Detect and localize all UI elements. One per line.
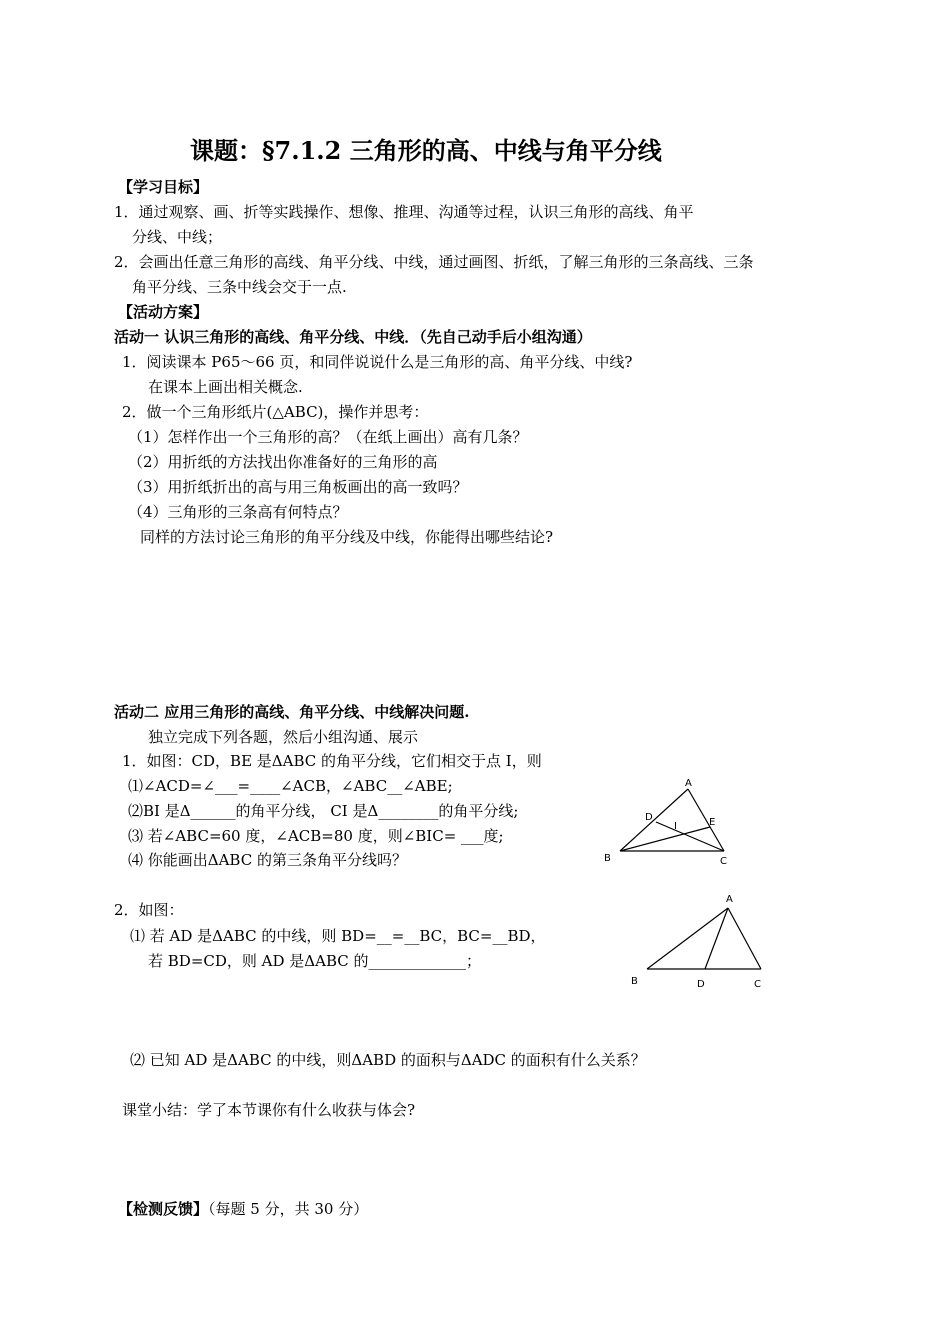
label-A: A <box>685 778 692 789</box>
activity1-q2-1: （1）怎样作出一个三角形的高？（在纸上画出）高有几条？ <box>128 428 528 446</box>
goal-1-cont: 分线、中线； <box>132 228 223 246</box>
label-C: C <box>720 856 727 867</box>
plan-heading: 【活动方案】 <box>118 303 209 321</box>
label-A: A <box>726 894 733 905</box>
page-title: 课题：§7.1.2 三角形的高、中线与角平分线 <box>190 136 662 165</box>
activity1-q2-3: （3）用折纸折出的高与用三角板画出的高一致吗？ <box>128 478 468 496</box>
problem1-part1: ⑴∠ACD=∠___=____∠ACB，∠ABC__∠ABE; <box>128 777 453 795</box>
feedback-heading: 【检测反馈】 <box>118 1200 209 1218</box>
label-E: E <box>709 817 716 828</box>
goal-1: 1．通过观察、画、折等实践操作、想像、推理、沟通等过程，认识三角形的高线、角平 <box>114 203 694 221</box>
activity1-heading: 活动一 认识三角形的高线、角平分线、中线．（先自己动手后小组沟通） <box>114 328 592 346</box>
activity1-q2-5: 同样的方法讨论三角形的角平分线及中线，你能得出哪些结论? <box>140 528 554 546</box>
label-C: C <box>754 979 761 990</box>
problem2-part2: ⑵ 已知 AD 是ΔABC 的中线，则ΔABD 的面积与ΔADC 的面积有什么关系？ <box>130 1051 646 1069</box>
problem1-part3: ⑶ 若∠ABC=60 度，∠ACB=80 度，则∠BIC= ___度; <box>128 827 504 845</box>
feedback-line <box>118 1199 368 1219</box>
label-D: D <box>645 812 653 823</box>
goal-2-cont: 角平分线、三条中线会交于一点. <box>132 278 347 296</box>
label-D: D <box>697 979 705 990</box>
goals-heading: 【学习目标】 <box>118 178 209 196</box>
class-summary: 课堂小结：学了本节课你有什么收获与体会? <box>122 1101 416 1119</box>
segment-AC <box>728 908 761 969</box>
activity1-q1-cont: 在课本上画出相关概念. <box>148 378 303 396</box>
problem2: 2．如图： <box>114 901 184 919</box>
activity1-q2-4: （4）三角形的三条高有何特点？ <box>128 503 348 521</box>
triangle-figure-2 <box>625 888 775 998</box>
activity1-q2-2: （2）用折纸的方法找出你准备好的三角形的高 <box>128 453 438 471</box>
goal-2: 2．会画出任意三角形的高线、角平分线、中线，通过画图、折纸，了解三角形的三条高线、三条 <box>114 253 754 271</box>
activity1-q1: 1．阅读课本 P65～66 页，和同伴说说什么是三角形的高、角平分线、中线? <box>122 353 633 371</box>
problem1: 1．如图：CD，BE 是ΔABC 的角平分线，它们相交于点 I，则 <box>122 752 542 770</box>
feedback-note: （每题 5 分，共 30 分） <box>208 1200 369 1218</box>
label-B: B <box>631 976 638 987</box>
segment-AB <box>647 908 728 969</box>
label-B: B <box>604 853 611 864</box>
activity2-intro: 独立完成下列各题，然后小组沟通、展示 <box>148 728 419 746</box>
problem1-part4: ⑷ 你能画出ΔABC 的第三条角平分线吗？ <box>128 851 407 869</box>
activity1-q2: 2．做一个三角形纸片(△ABC)，操作并思考： <box>122 403 429 421</box>
segment-AC <box>688 789 724 851</box>
problem2-part1-cont: 若 BD=CD，则 AD 是ΔABC 的_____________； <box>148 952 481 970</box>
activity2-heading: 活动二 应用三角形的高线、角平分线、中线解决问题. <box>114 703 470 721</box>
triangle-figure-1 <box>600 775 740 870</box>
label-I: I <box>674 821 677 832</box>
problem2-part1: ⑴ 若 AD 是ΔABC 的中线，则 BD=__=__BC，BC=__BD， <box>130 927 546 945</box>
problem1-part2: ⑵BI 是Δ______的角平分线， CI 是Δ________的角平分线; <box>128 802 519 820</box>
